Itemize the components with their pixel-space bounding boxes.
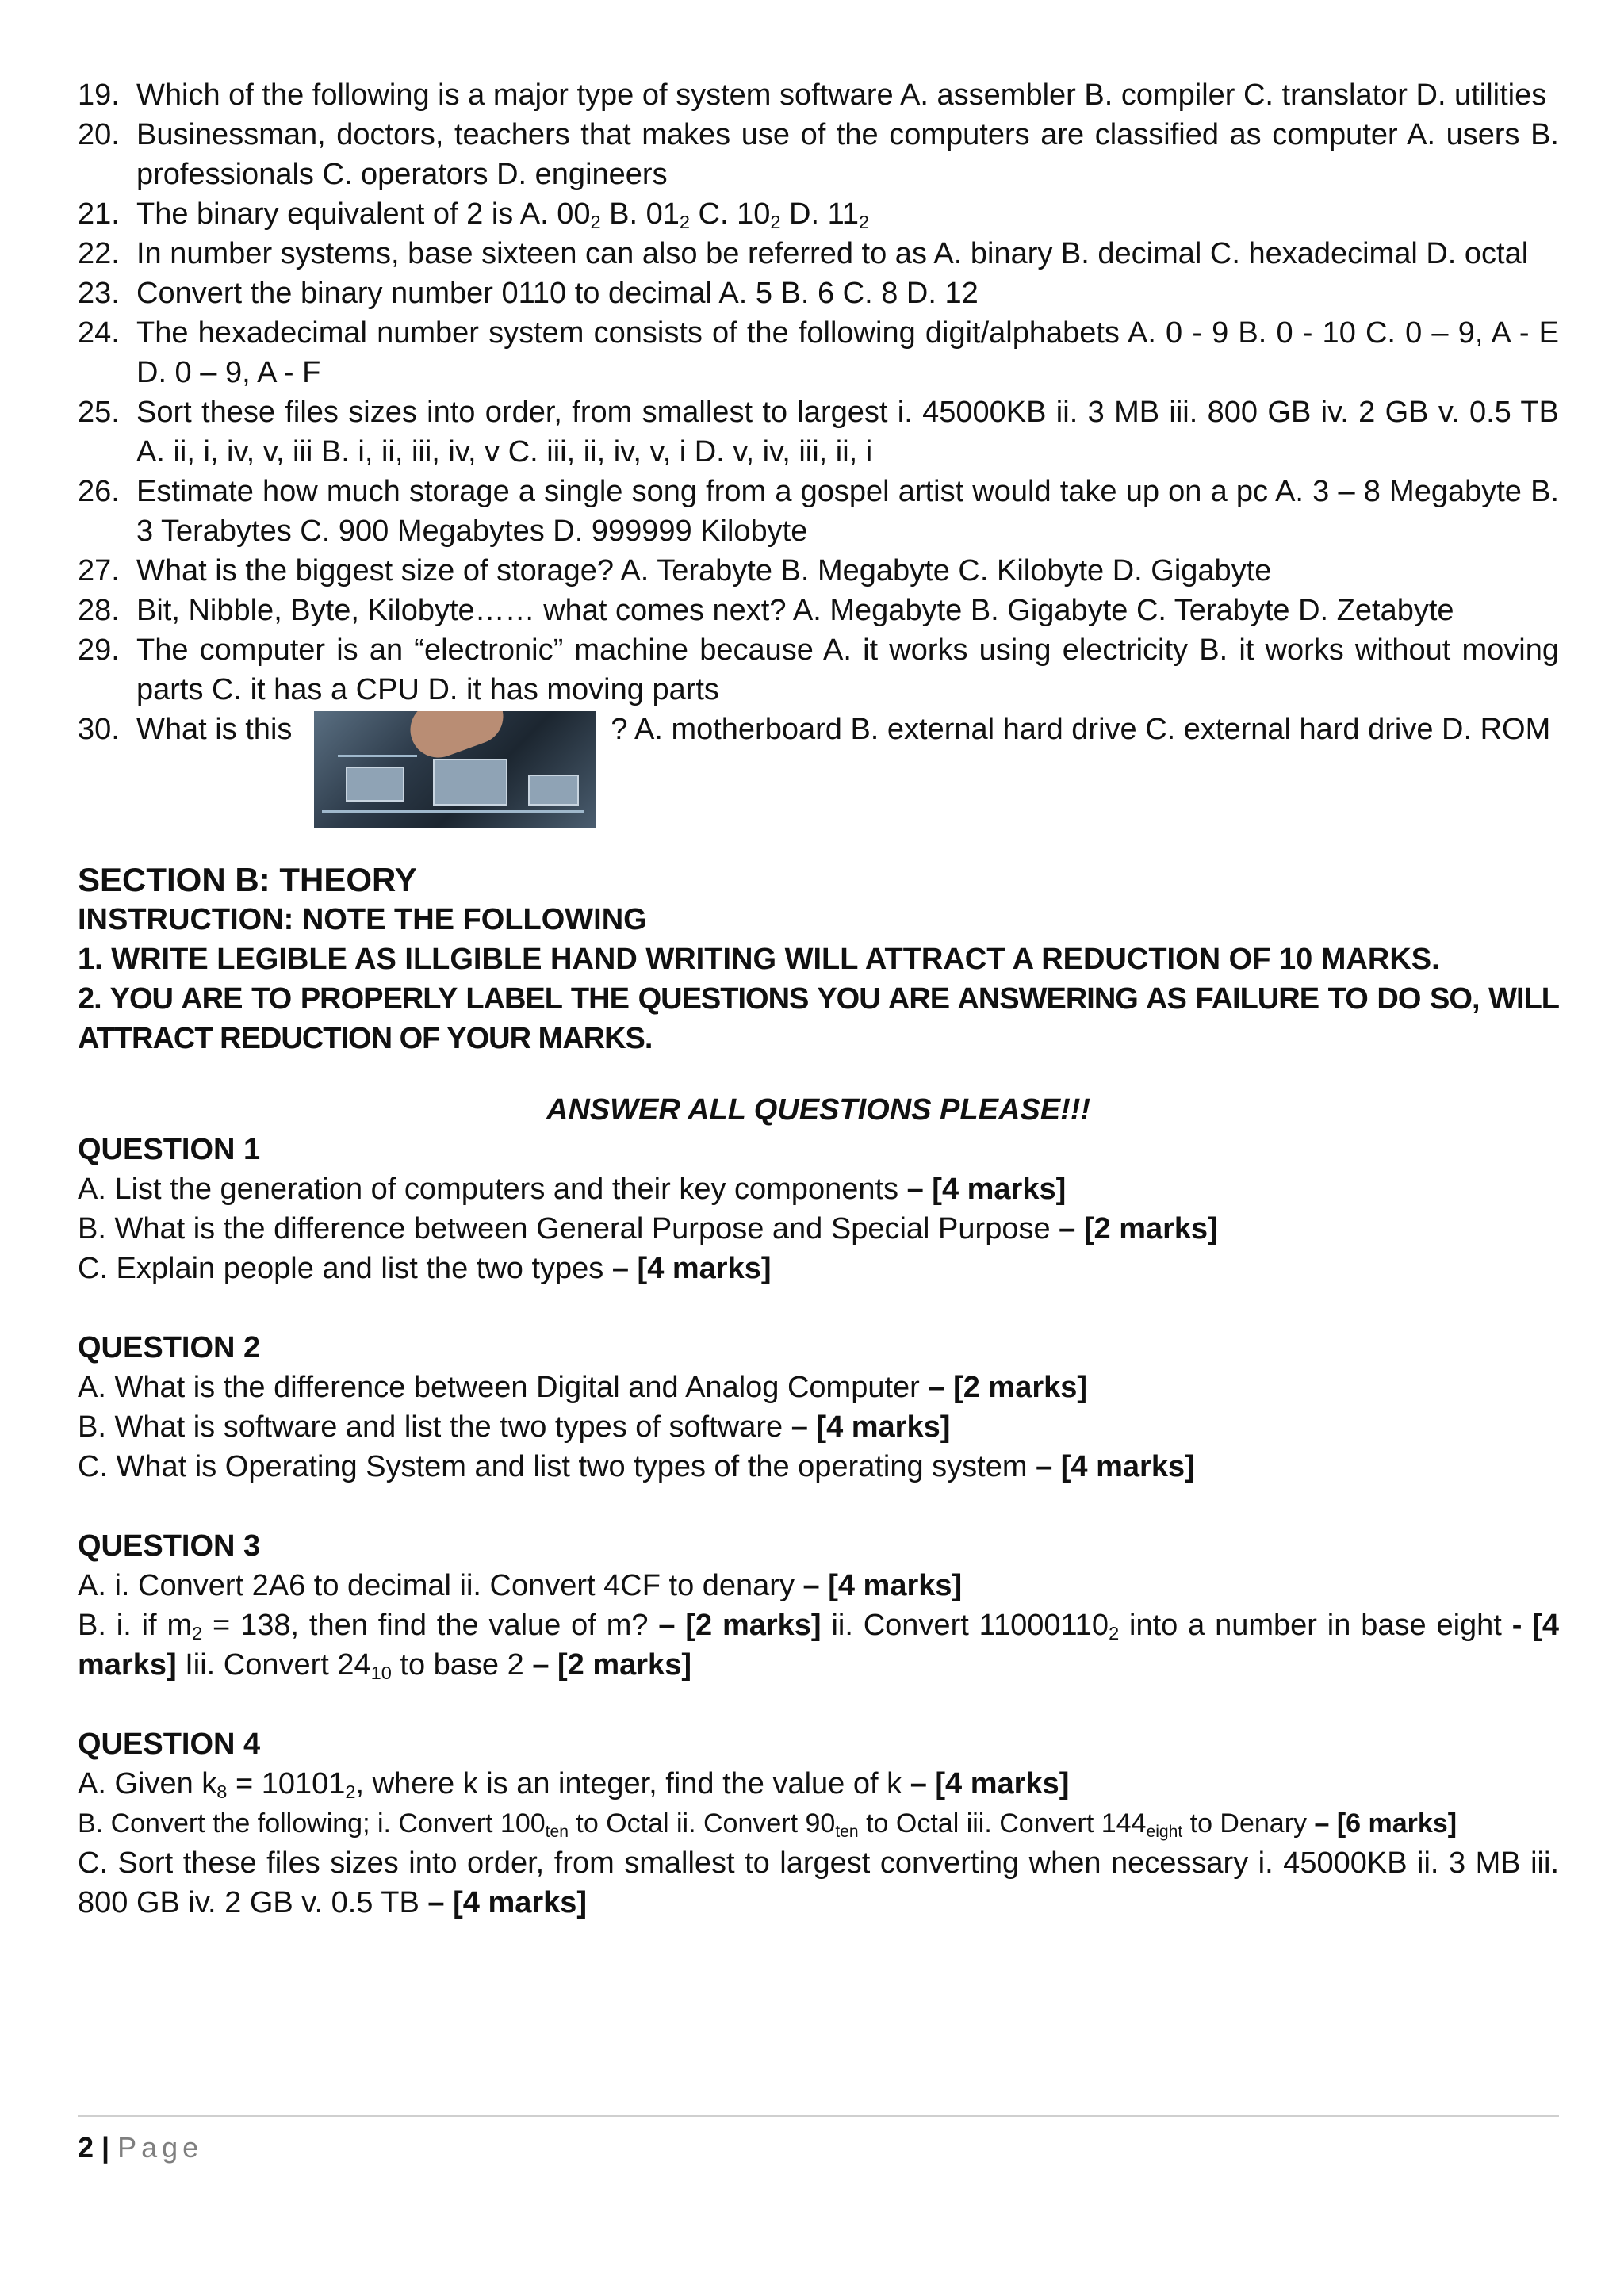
question-part-c: C. What is Operating System and list two types of the operating system – [4 marks] <box>78 1450 1195 1483</box>
section-b-title: SECTION B: THEORY <box>78 861 417 898</box>
question-heading: QUESTION 3 <box>78 1529 261 1563</box>
mcq-text: Businessman, doctors, teachers that makes use of the computers are classified as computer A. users B. professionals C. operators D. engineers <box>136 118 1559 191</box>
mcq-item-23: 23. Convert the binary number 0110 to decimal A. 5 B. 6 C. 8 D. 12 <box>78 277 979 310</box>
question-part-b: B. Convert the following; i. Convert $100_{ten}$ to Octal ii. Convert $90_{ten}$ to Octal iii. Convert $144_{eight}$ to Denary – [6 marks] <box>78 1808 1457 1841</box>
mcq-item-22: 22. In number systems, base sixteen can also be referred to as A. binary B. decimal C. hexadecimal D. octal <box>78 237 1529 270</box>
question-part-b: B. What is the difference between General Purpose and Special Purpose – [2 marks] <box>78 1212 1218 1246</box>
mcq-text: The hexadecimal number system consists of the following digit/alphabets A. 0 - 9 B. 0 - 10 C. 0 – 9, A - E D. 0 – 9, A - F <box>136 316 1559 389</box>
question-part-c: C. Explain people and list the two types – [4 marks] <box>78 1252 772 1285</box>
exam-page <box>78 75 1559 1962</box>
question-part-b: B. What is software and list the two types of software – [4 marks] <box>78 1410 951 1444</box>
question-part-a: A. i. Convert 2A6 to decimal ii. Convert 4CF to denary – [4 marks] <box>78 1569 963 1602</box>
mcq-item-24: 24. The hexadecimal number system consists of the following digit/alphabets A. 0 - 9 B. 0 - 10 C. 0 – 9, A - E D. 0 – 9, A - F <box>78 316 1559 389</box>
question-1 <box>78 1130 1559 1288</box>
page-number: 2 <box>78 2131 94 2164</box>
instruction-rule-2: 2. YOU ARE TO PROPERLY LABEL THE QUESTIONS YOU ARE ANSWERING AS FAILURE TO DO SO, WILL ATTRACT REDUCTION OF YOUR MARKS. <box>78 982 1559 1055</box>
mcq-text: In number systems, base sixteen can also be referred to as A. binary B. decimal C. hexadecimal D. octal <box>136 237 1529 270</box>
question-2 <box>78 1328 1559 1487</box>
mcq-text: The computer is an “electronic” machine because A. it works using electricity B. it works without moving parts C. it has a CPU D. it has moving parts <box>136 633 1559 706</box>
question-part-b: B. i. if $m_2 = 138$, then find the value of m? – [2 marks] ii. Convert $11000110_2$ into a number in base eight - [4 marks] Iii. Convert $24_{10}$ to base 2 – [2 marks] <box>78 1609 1560 1683</box>
page-separator: | <box>94 2131 118 2164</box>
question-part-a: A. What is the difference between Digital and Analog Computer – [2 marks] <box>78 1371 1088 1404</box>
instruction-heading: INSTRUCTION: NOTE THE FOLLOWING <box>78 903 647 936</box>
chip-shape <box>528 775 579 806</box>
mcq-item-28: 28. Bit, Nibble, Byte, Kilobyte…… what comes next? A. Megabyte B. Gigabyte C. Terabyte D. Zetabyte <box>78 594 1454 627</box>
question-4 <box>78 1724 1559 1923</box>
answer-all-banner: ANSWER ALL QUESTIONS PLEASE!!! <box>546 1093 1091 1127</box>
mcq-item-30: 30. What is this ? A. motherboard B. external hard drive C. external hard drive D. ROM <box>78 710 1559 828</box>
mcq-text: Which of the following is a major type of system software A. assembler B. compiler C. translator D. utilities <box>136 78 1547 112</box>
mcq-item-26: 26. Estimate how much storage a single song from a gospel artist would take up on a pc A. 3 – 8 Megabyte B. 3 Terabytes C. 900 Megabytes D. 999999 Kilobyte <box>78 475 1559 548</box>
motherboard-photo <box>314 711 596 828</box>
circuit-track <box>322 810 584 813</box>
page-footer <box>78 2115 1559 2168</box>
mcq-text: What is the biggest size of storage? A. Terabyte B. Megabyte C. Kilobyte D. Gigabyte <box>136 554 1272 587</box>
mcq-item-21: 21. The binary equivalent of 2 is A. $00_2$ B. $01_2$ C. $10_2$ D. $11_2$ <box>78 197 870 232</box>
mcq-options: ? A. motherboard B. external hard drive C. external hard drive D. ROM <box>611 713 1551 746</box>
mcq-item-20: 20. Businessman, doctors, teachers that makes use of the computers are classified as computer A. users B. professionals C. operators D. engineers <box>78 118 1559 191</box>
mcq-item-19: 19. Which of the following is a major type of system software A. assembler B. compiler C. translator D. utilities <box>78 78 1547 112</box>
question-heading: QUESTION 4 <box>78 1728 261 1761</box>
mcq-text: Estimate how much storage a single song from a gospel artist would take up on a pc A. 3 – 8 Megabyte B. 3 Terabytes C. 900 Megabytes D. 999999 Kilobyte <box>136 475 1559 548</box>
chip-shape <box>433 759 508 806</box>
mcq-text: Sort these files sizes into order, from smallest to largest i. 45000KB ii. 3 MB iii. 800 GB iv. 2 GB v. 0.5 TB A. ii, i, iv, v, iii B. i, ii, iii, iv, v C. iii, ii, iv, v, i D. v, iv, iii, ii, i <box>136 396 1559 469</box>
hand-shape <box>403 711 511 765</box>
instruction-rule-1: 1. WRITE LEGIBLE AS ILLGIBLE HAND WRITING WILL ATTRACT A REDUCTION OF 10 MARKS. <box>78 943 1440 976</box>
mcq-item-29: 29. The computer is an “electronic” machine because A. it works using electricity B. it works without moving parts C. it has a CPU D. it has moving parts <box>78 633 1559 706</box>
question-heading: QUESTION 2 <box>78 1331 261 1364</box>
question-part-c: C. Sort these files sizes into order, from smallest to largest converting when necessary i. 45000KB ii. 3 MB iii. 800 GB iv. 2 GB v. 0.5 TB – [4 marks] <box>78 1846 1559 1919</box>
question-part-a: A. Given $k_8 = 10101_2$, where k is an integer, find the value of k – [4 marks] <box>78 1767 1070 1802</box>
question-3 <box>78 1526 1559 1685</box>
mcq-list <box>78 75 1559 828</box>
mcq-text: What is this <box>136 713 293 746</box>
mcq-item-25: 25. Sort these files sizes into order, from smallest to largest i. 45000KB ii. 3 MB iii. 800 GB iv. 2 GB v. 0.5 TB A. ii, i, iv, v, iii B. i, ii, iii, iv, v C. iii, ii, iv, v, i D. v, iv, iii, ii, i <box>78 396 1559 469</box>
mcq-text: The binary equivalent of 2 is A. $00_2$ B. $01_2$ C. $10_2$ D. $11_2$ <box>136 197 870 232</box>
mcq-text: Bit, Nibble, Byte, Kilobyte…… what comes next? A. Megabyte B. Gigabyte C. Terabyte D. Zetabyte <box>136 594 1454 627</box>
circuit-track <box>338 755 417 757</box>
chip-shape <box>346 767 404 802</box>
question-part-a: A. List the generation of computers and their key components – [4 marks] <box>78 1173 1067 1206</box>
question-heading: QUESTION 1 <box>78 1133 261 1166</box>
page-word: Page <box>117 2131 204 2164</box>
mcq-text: Convert the binary number 0110 to decimal A. 5 B. 6 C. 8 D. 12 <box>136 277 979 310</box>
mcq-item-27: 27. What is the biggest size of storage? A. Terabyte B. Megabyte C. Kilobyte D. Gigabyte <box>78 554 1272 587</box>
